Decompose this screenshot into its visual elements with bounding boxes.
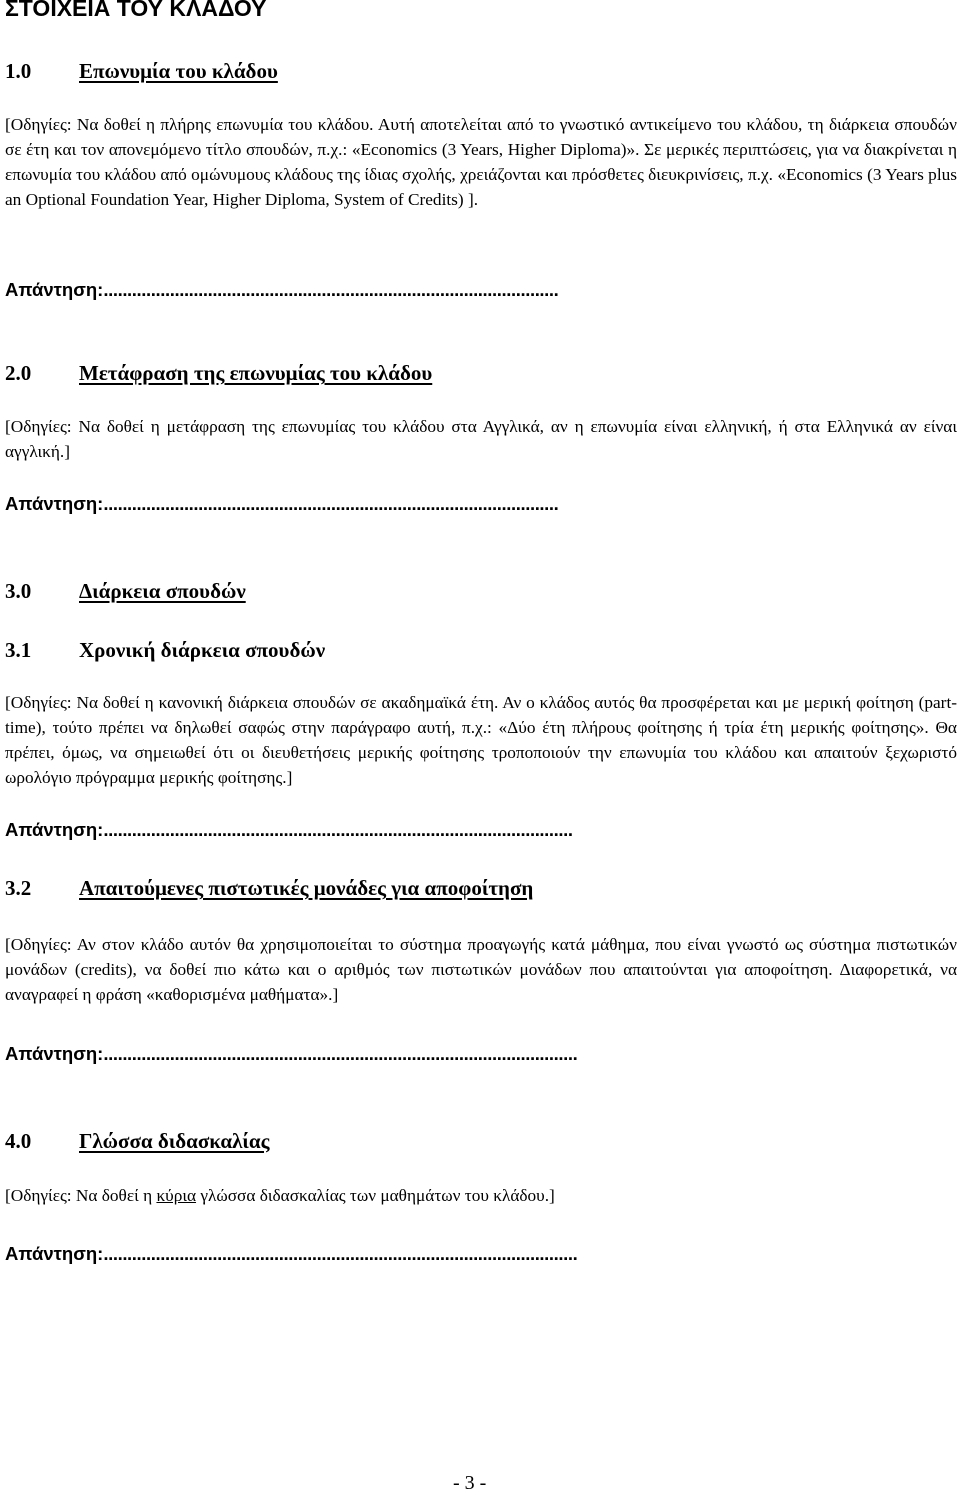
- section-3-1-instructions: [Οδηγίες: Να δοθεί η κανονική διάρκεια σπουδών σε ακαδημαϊκά έτη. Αν ο κλάδος αυτός θα προσφέρεται και με μερική φοίτηση (part-time), τούτο πρέπει να δηλωθεί σαφώς στην παράγραφο αυτή, π.χ.: «Δύο έτη πλήρους φοίτησης ή τρία έτη μερικής φοίτησης». Θα πρέπει, όμως, να σημειωθεί ότι οι διευθετήσεις μερικής φοίτησης τροποποιούν την επωνυμία του κλάδου και απαιτούν ξεχωριστό ωρολόγιο πρόγραμμα μερικής φοίτησης.]: [5, 693, 957, 787]
- section-3-number: 3.0: [5, 579, 32, 603]
- answer-dots: ...................................................................................................: [103, 819, 573, 840]
- section-4-title: Γλώσσα διδασκαλίας: [79, 1129, 270, 1153]
- page-number: - 3 -: [453, 1472, 487, 1494]
- section-3-2-heading: [5, 875, 957, 901]
- section-3-title: Διάρκεια σπουδών: [79, 579, 246, 603]
- section-4-instructions: [5, 1183, 957, 1208]
- answer-dots: ....................................................................................................: [103, 1243, 578, 1264]
- section-4-answer: [5, 1242, 957, 1266]
- answer-dots: ....................................................................................................: [103, 1043, 578, 1064]
- section-4-heading: [5, 1128, 957, 1154]
- section-3-2-instructions: [Οδηγίες: Αν στον κλάδο αυτόν θα χρησιμοποιείται το σύστημα προαγωγής κατά μάθημα, που είναι γνωστό ως σύστημα πιστωτικών μονάδων (credits), να δοθεί πιο κάτω και ο αριθμός των πιστωτικών μονάδων που απαιτούνται για αποφοίτηση. Διαφορετικά, να αναγραφεί η φράση «καθορισμένα μαθήματα».]: [5, 935, 957, 1004]
- section-4-number: 4.0: [5, 1129, 32, 1153]
- answer-label: Απάντηση:: [5, 1043, 104, 1064]
- section-4-text-underlined: κύρια: [156, 1186, 197, 1205]
- section-2-number: 2.0: [5, 361, 32, 385]
- section-3-1-number: 3.1: [5, 638, 32, 662]
- section-4-text-before: [Οδηγίες: Να δοθεί η: [5, 1186, 157, 1205]
- section-3-2-number: 3.2: [5, 876, 32, 900]
- section-2-heading: [5, 360, 957, 386]
- section-4-text-after: γλώσσα διδασκαλίας των μαθημάτων του κλάδου.]: [196, 1186, 555, 1205]
- section-3-1-heading: [5, 637, 957, 663]
- answer-label: Απάντηση:: [5, 819, 104, 840]
- answer-label: Απάντηση:: [5, 1243, 104, 1264]
- answer-dots: ................................................................................................: [103, 493, 559, 514]
- section-3-2-title: Απαιτούμενες πιστωτικές μονάδες για αποφοίτηση: [79, 876, 534, 900]
- section-3-2-answer: [5, 1042, 957, 1066]
- answer-label: Απάντηση:: [5, 493, 104, 514]
- section-1-title: Επωνυμία του κλάδου: [79, 59, 278, 83]
- section-1-heading: [5, 58, 957, 84]
- answer-label: Απάντηση:: [5, 279, 104, 300]
- page-title: ΣΤΟΙΧΕΙΑ ΤΟΥ ΚΛΑΔΟΥ: [5, 0, 267, 21]
- section-3-heading: [5, 578, 957, 604]
- section-3-1-title: Χρονική διάρκεια σπουδών: [79, 638, 326, 662]
- section-2-instructions: [Οδηγίες: Να δοθεί η μετάφραση της επωνυμίας του κλάδου στα Αγγλικά, αν η επωνυμία είναι ελληνική, ή στα Ελληνικά αν είναι αγγλική.]: [5, 417, 957, 461]
- section-2-title: Μετάφραση της επωνυμίας του κλάδου: [79, 361, 433, 385]
- section-1-instructions: [Οδηγίες: Να δοθεί η πλήρης επωνυμία του κλάδου. Αυτή αποτελείται από το γνωστικό αντικείμενο του κλάδου, τη διάρκεια σπουδών σε έτη και τον απονεμόμενο τίτλο σπουδών, π.χ.: «Economics (3 Years, Higher Diploma)». Σε μερικές περιπτώσεις, για να διακρίνεται η επωνυμία του κλάδου από ομώνυμους κλάδους της ίδιας σχολής, χρειάζονται και πρόσθετες διευκρινίσεις, π.χ. «Economics (3 Years plus an Optional Foundation Year, Higher Diploma, System of Credits) ].: [5, 115, 957, 209]
- section-1-answer: [5, 278, 957, 302]
- answer-dots: ................................................................................................: [103, 279, 559, 300]
- section-3-1-answer: [5, 818, 957, 842]
- section-2-answer: [5, 492, 957, 516]
- section-1-number: 1.0: [5, 59, 32, 83]
